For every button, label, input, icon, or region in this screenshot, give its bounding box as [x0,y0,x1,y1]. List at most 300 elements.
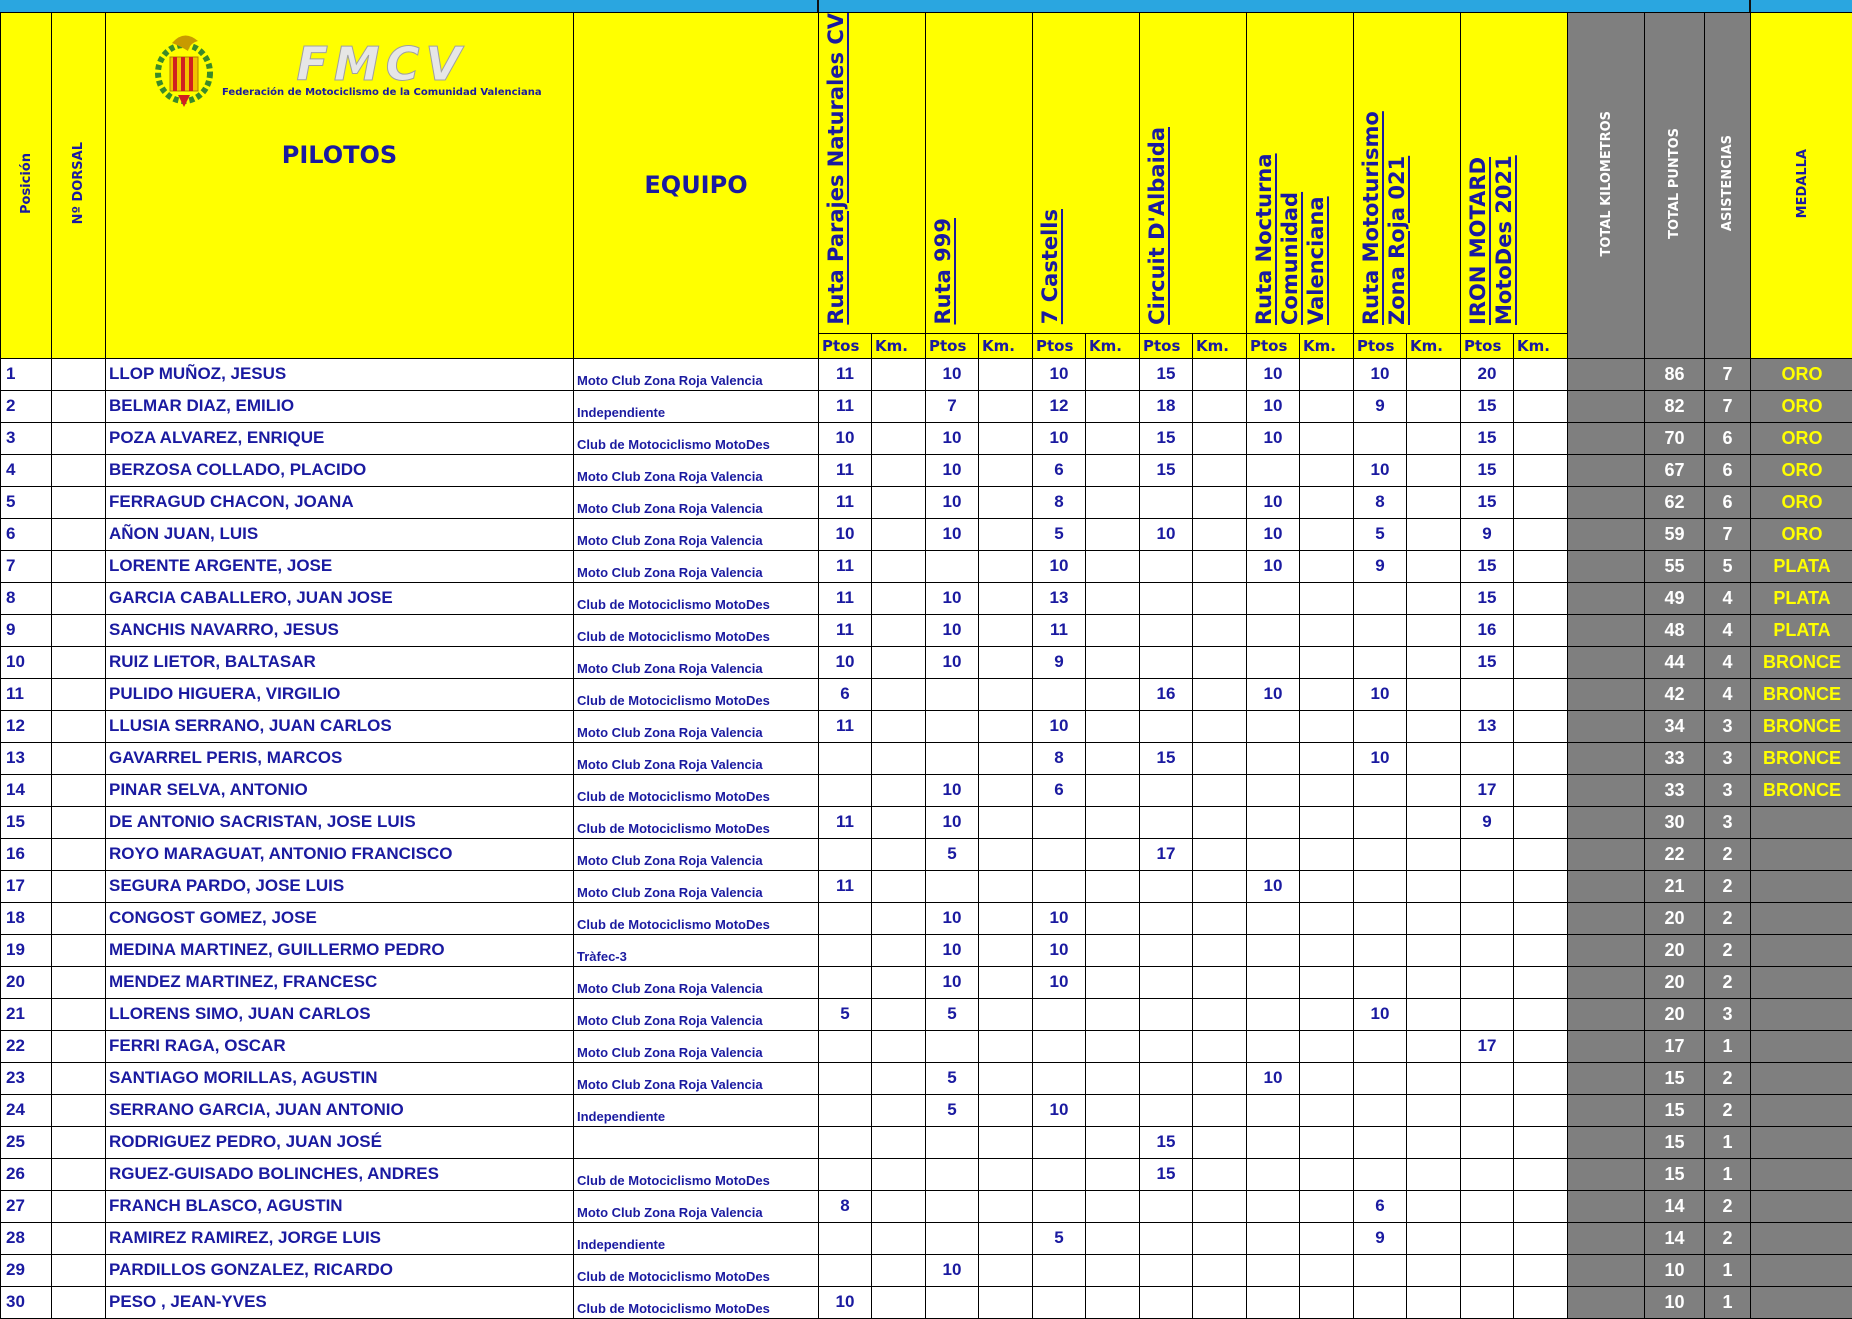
attendance-cell: 2 [1705,966,1751,998]
position-cell: 27 [1,1190,52,1222]
event-points-cell [819,902,872,934]
event-points-cell [1354,1158,1407,1190]
sub-pts: Ptos [1354,333,1407,358]
event-points-cell: 10 [926,902,979,934]
event-km-cell [872,806,926,838]
event-km-cell [1193,358,1247,390]
table-row [1,1126,1852,1158]
event-km-cell [1086,774,1140,806]
total-km-cell [1568,1254,1645,1286]
event-points-cell [1247,902,1300,934]
event-km-cell [1300,1126,1354,1158]
event-points-cell [1140,774,1193,806]
total-points-cell: 30 [1645,806,1705,838]
event-points-cell [1033,806,1086,838]
event-km-cell [1514,1094,1568,1126]
team-cell: Moto Club Zona Roja Valencia [574,870,819,902]
event-km-cell [979,1158,1033,1190]
event-km-cell [979,934,1033,966]
total-km-cell [1568,998,1645,1030]
attendance-cell: 7 [1705,518,1751,550]
team-cell: Moto Club Zona Roja Valencia [574,998,819,1030]
total-km-cell [1568,838,1645,870]
dorsal-cell [52,582,106,614]
pilot-name-cell: SANTIAGO MORILLAS, AGUSTIN [106,1062,574,1094]
event-points-cell [819,1062,872,1094]
header-event-6: Ruta Mototurismo Zona Roja 021 [1354,13,1461,334]
team-cell: Club de Motociclismo MotoDes [574,774,819,806]
position-cell: 8 [1,582,52,614]
event-km-cell [979,486,1033,518]
event-points-cell [1354,422,1407,454]
team-cell: Independiente [574,1222,819,1254]
total-km-cell [1568,1286,1645,1318]
table-row [1,966,1852,998]
attendance-cell: 4 [1705,646,1751,678]
total-points-cell: 34 [1645,710,1705,742]
event-points-cell: 17 [1461,774,1514,806]
event-km-cell [1407,678,1461,710]
medal-cell [1751,902,1852,934]
total-km-cell [1568,646,1645,678]
event-points-cell [1140,646,1193,678]
total-km-cell [1568,774,1645,806]
total-km-cell [1568,902,1645,934]
sub-km: Km. [1086,333,1140,358]
event-km-cell [979,454,1033,486]
event-km-cell [872,518,926,550]
event-km-cell [1514,902,1568,934]
event-points-cell: 15 [1461,646,1514,678]
event-points-cell [1247,1126,1300,1158]
event-points-cell: 6 [1354,1190,1407,1222]
event-km-cell [1193,966,1247,998]
event-points-cell: 15 [1140,358,1193,390]
standings-table [0,12,1852,1319]
medal-cell: BRONCE [1751,774,1852,806]
team-cell: Club de Motociclismo MotoDes [574,422,819,454]
team-cell: Independiente [574,390,819,422]
event-km-cell [1193,550,1247,582]
sub-km: Km. [1407,333,1461,358]
pilot-name-cell: RUIZ LIETOR, BALTASAR [106,646,574,678]
total-points-cell: 14 [1645,1190,1705,1222]
event-points-cell [1033,870,1086,902]
event-km-cell [1086,550,1140,582]
event-km-cell [872,390,926,422]
total-points-cell: 22 [1645,838,1705,870]
medal-cell [1751,806,1852,838]
total-km-cell [1568,710,1645,742]
event-km-cell [1514,934,1568,966]
event-km-cell [1193,774,1247,806]
event-km-cell [1086,422,1140,454]
event-km-cell [1407,902,1461,934]
team-cell: Moto Club Zona Roja Valencia [574,1062,819,1094]
medal-cell: ORO [1751,454,1852,486]
event-km-cell [1407,1190,1461,1222]
medal-cell: ORO [1751,486,1852,518]
attendance-cell: 4 [1705,678,1751,710]
team-cell: Moto Club Zona Roja Valencia [574,1190,819,1222]
event-km-cell [1300,1222,1354,1254]
event-km-cell [872,998,926,1030]
event-points-cell [1247,838,1300,870]
dorsal-cell [52,870,106,902]
event-km-cell [1086,710,1140,742]
event-points-cell: 5 [819,998,872,1030]
event-points-cell [1247,966,1300,998]
event-points-cell: 10 [1354,742,1407,774]
event-points-cell: 8 [1354,486,1407,518]
event-points-cell: 10 [1033,710,1086,742]
attendance-cell: 1 [1705,1254,1751,1286]
pilot-name-cell: MEDINA MARTINEZ, GUILLERMO PEDRO [106,934,574,966]
attendance-cell: 2 [1705,902,1751,934]
event-points-cell: 9 [1461,518,1514,550]
position-cell: 7 [1,550,52,582]
attendance-cell: 2 [1705,870,1751,902]
event-points-cell [819,966,872,998]
total-points-cell: 20 [1645,998,1705,1030]
event-points-cell: 10 [819,646,872,678]
pilot-name-cell: LORENTE ARGENTE, JOSE [106,550,574,582]
header-event-4: Circuit D'Albaida [1140,13,1247,334]
position-cell: 4 [1,454,52,486]
table-row [1,1062,1852,1094]
table-row [1,806,1852,838]
medal-cell: PLATA [1751,550,1852,582]
event-km-cell [1193,902,1247,934]
pilot-name-cell: LLOP MUÑOZ, JESUS [106,358,574,390]
event-km-cell [979,998,1033,1030]
table-row [1,550,1852,582]
event-km-cell [1407,870,1461,902]
event-km-cell [979,742,1033,774]
position-cell: 22 [1,1030,52,1062]
event-km-cell [1300,582,1354,614]
event-km-cell [1514,742,1568,774]
pilot-name-cell: RODRIGUEZ PEDRO, JUAN JOSÉ [106,1126,574,1158]
event-points-cell [1247,774,1300,806]
event-km-cell [1086,870,1140,902]
event-points-cell [819,742,872,774]
event-km-cell [1300,998,1354,1030]
event-km-cell [1407,422,1461,454]
pilot-name-cell: DE ANTONIO SACRISTAN, JOSE LUIS [106,806,574,838]
event-km-cell [979,870,1033,902]
event-km-cell [1086,646,1140,678]
event-points-cell: 10 [1033,422,1086,454]
total-points-cell: 86 [1645,358,1705,390]
event-points-cell: 8 [819,1190,872,1222]
event-km-cell [1300,678,1354,710]
position-cell: 28 [1,1222,52,1254]
event-points-cell [1247,646,1300,678]
event-km-cell [1300,1254,1354,1286]
event-points-cell [1354,1030,1407,1062]
table-row [1,902,1852,934]
total-points-cell: 10 [1645,1286,1705,1318]
total-points-cell: 10 [1645,1254,1705,1286]
event-km-cell [1514,1286,1568,1318]
event-km-cell [1407,358,1461,390]
sub-pts: Ptos [819,333,872,358]
event-points-cell [1461,838,1514,870]
event-points-cell [1140,550,1193,582]
event-km-cell [872,1126,926,1158]
medal-cell [1751,1190,1852,1222]
event-points-cell [1140,1030,1193,1062]
event-points-cell: 5 [1354,518,1407,550]
event-points-cell: 10 [1247,390,1300,422]
event-km-cell [979,1094,1033,1126]
position-cell: 16 [1,838,52,870]
event-km-cell [1193,998,1247,1030]
event-points-cell [1461,1190,1514,1222]
event-points-cell [1354,1062,1407,1094]
event-points-cell [1140,1190,1193,1222]
team-cell: Moto Club Zona Roja Valencia [574,710,819,742]
event-km-cell [1300,1030,1354,1062]
event-points-cell [1354,582,1407,614]
event-points-cell: 7 [926,390,979,422]
event-points-cell [1140,902,1193,934]
event-points-cell: 10 [926,358,979,390]
position-cell: 2 [1,390,52,422]
event-km-cell [872,838,926,870]
medal-cell [1751,1126,1852,1158]
total-km-cell [1568,550,1645,582]
event-km-cell [1407,1126,1461,1158]
dorsal-cell [52,806,106,838]
event-points-cell: 5 [1033,1222,1086,1254]
event-points-cell: 17 [1140,838,1193,870]
event-km-cell [1086,1286,1140,1318]
event-points-cell [1247,710,1300,742]
event-points-cell [1461,1222,1514,1254]
team-cell: Moto Club Zona Roja Valencia [574,742,819,774]
total-km-cell [1568,614,1645,646]
sub-km: Km. [979,333,1033,358]
event-km-cell [872,422,926,454]
event-points-cell [819,838,872,870]
event-points-cell [1140,710,1193,742]
event-points-cell [1033,1062,1086,1094]
event-points-cell [1461,678,1514,710]
event-km-cell [979,1254,1033,1286]
event-points-cell: 6 [1033,454,1086,486]
dorsal-cell [52,614,106,646]
event-points-cell: 17 [1461,1030,1514,1062]
dorsal-cell [52,838,106,870]
position-cell: 10 [1,646,52,678]
event-points-cell: 11 [819,486,872,518]
event-points-cell: 9 [1354,1222,1407,1254]
event-km-cell [1300,358,1354,390]
event-km-cell [1193,454,1247,486]
event-km-cell [1193,422,1247,454]
event-km-cell [872,774,926,806]
total-points-cell: 62 [1645,486,1705,518]
pilot-name-cell: PESO , JEAN-YVES [106,1286,574,1318]
sub-pts: Ptos [1033,333,1086,358]
event-km-cell [1193,1094,1247,1126]
event-points-cell [1354,614,1407,646]
team-cell: Club de Motociclismo MotoDes [574,582,819,614]
dorsal-cell [52,710,106,742]
medal-cell: BRONCE [1751,678,1852,710]
event-km-cell [872,1094,926,1126]
pilot-name-cell: PARDILLOS GONZALEZ, RICARDO [106,1254,574,1286]
event-km-cell [1193,1158,1247,1190]
event-km-cell [1514,1190,1568,1222]
position-cell: 1 [1,358,52,390]
medal-cell [1751,1254,1852,1286]
event-km-cell [872,678,926,710]
team-cell: Independiente [574,1094,819,1126]
dorsal-cell [52,550,106,582]
event-points-cell [1033,1126,1086,1158]
total-points-cell: 33 [1645,774,1705,806]
total-km-cell [1568,1158,1645,1190]
event-km-cell [1407,774,1461,806]
event-km-cell [1193,1222,1247,1254]
header-event-2: Ruta 999 [926,13,1033,334]
event-points-cell [1033,1190,1086,1222]
event-km-cell [1086,742,1140,774]
total-points-cell: 14 [1645,1222,1705,1254]
total-points-cell: 15 [1645,1062,1705,1094]
event-km-cell [1300,1062,1354,1094]
position-cell: 9 [1,614,52,646]
event-points-cell: 10 [926,1254,979,1286]
event-km-cell [979,550,1033,582]
table-row [1,422,1852,454]
event-points-cell [1461,998,1514,1030]
sub-km: Km. [1300,333,1354,358]
dorsal-cell [52,454,106,486]
table-row [1,454,1852,486]
medal-cell [1751,1286,1852,1318]
position-cell: 11 [1,678,52,710]
dorsal-cell [52,1030,106,1062]
event-points-cell [1140,486,1193,518]
event-points-cell: 15 [1461,454,1514,486]
position-cell: 13 [1,742,52,774]
event-km-cell [979,1190,1033,1222]
event-km-cell [1086,614,1140,646]
event-points-cell: 15 [1140,422,1193,454]
event-points-cell: 11 [819,870,872,902]
dorsal-cell [52,966,106,998]
attendance-cell: 6 [1705,422,1751,454]
event-km-cell [1300,550,1354,582]
event-km-cell [1300,806,1354,838]
pilot-name-cell: ROYO MARAGUAT, ANTONIO FRANCISCO [106,838,574,870]
dorsal-cell [52,1126,106,1158]
event-points-cell [1247,1094,1300,1126]
total-km-cell [1568,1222,1645,1254]
event-points-cell [1140,614,1193,646]
event-points-cell: 5 [926,1062,979,1094]
table-row [1,646,1852,678]
total-points-cell: 15 [1645,1094,1705,1126]
pilot-name-cell: BELMAR DIAZ, EMILIO [106,390,574,422]
total-points-cell: 20 [1645,966,1705,998]
event-points-cell [1354,710,1407,742]
event-points-cell: 6 [819,678,872,710]
total-km-cell [1568,518,1645,550]
team-cell: Moto Club Zona Roja Valencia [574,966,819,998]
team-cell: Moto Club Zona Roja Valencia [574,646,819,678]
event-points-cell [819,934,872,966]
team-cell: Club de Motociclismo MotoDes [574,678,819,710]
table-row [1,1030,1852,1062]
event-points-cell: 20 [1461,358,1514,390]
total-km-cell [1568,390,1645,422]
pilot-name-cell: FRANCH BLASCO, AGUSTIN [106,1190,574,1222]
event-points-cell: 8 [1033,742,1086,774]
team-cell: Moto Club Zona Roja Valencia [574,454,819,486]
team-cell: Moto Club Zona Roja Valencia [574,1030,819,1062]
event-km-cell [1514,966,1568,998]
header-posicion: Posición [1,13,52,359]
pilot-name-cell: RGUEZ-GUISADO BOLINCHES, ANDRES [106,1158,574,1190]
event-points-cell: 10 [1140,518,1193,550]
event-km-cell [1407,1094,1461,1126]
event-km-cell [1407,1254,1461,1286]
table-row [1,1254,1852,1286]
event-points-cell: 9 [1354,390,1407,422]
event-points-cell [1354,806,1407,838]
event-km-cell [1514,774,1568,806]
event-km-cell [872,550,926,582]
total-km-cell [1568,1030,1645,1062]
event-points-cell [1033,1286,1086,1318]
event-points-cell: 16 [1461,614,1514,646]
event-points-cell [1354,966,1407,998]
logo-wordmark-text: FMCV [222,41,542,87]
table-row [1,678,1852,710]
table-row [1,710,1852,742]
team-cell: Club de Motociclismo MotoDes [574,806,819,838]
event-points-cell [1033,1030,1086,1062]
event-km-cell [1300,966,1354,998]
event-km-cell [1300,1094,1354,1126]
event-km-cell [1193,1126,1247,1158]
attendance-cell: 6 [1705,454,1751,486]
medal-cell: PLATA [1751,582,1852,614]
event-km-cell [979,422,1033,454]
total-points-cell: 20 [1645,902,1705,934]
event-points-cell: 10 [1247,358,1300,390]
event-km-cell [1300,1190,1354,1222]
event-km-cell [1514,1254,1568,1286]
table-row [1,1158,1852,1190]
total-points-cell: 17 [1645,1030,1705,1062]
dorsal-cell [52,390,106,422]
event-km-cell [1193,1254,1247,1286]
event-km-cell [1086,838,1140,870]
logo-subtitle: Federación de Motociclismo de la Comunidad Valenciana [222,87,542,98]
event-km-cell [1193,614,1247,646]
table-row [1,1222,1852,1254]
event-points-cell [926,1190,979,1222]
event-km-cell [979,902,1033,934]
event-km-cell [979,678,1033,710]
event-km-cell [1086,1254,1140,1286]
